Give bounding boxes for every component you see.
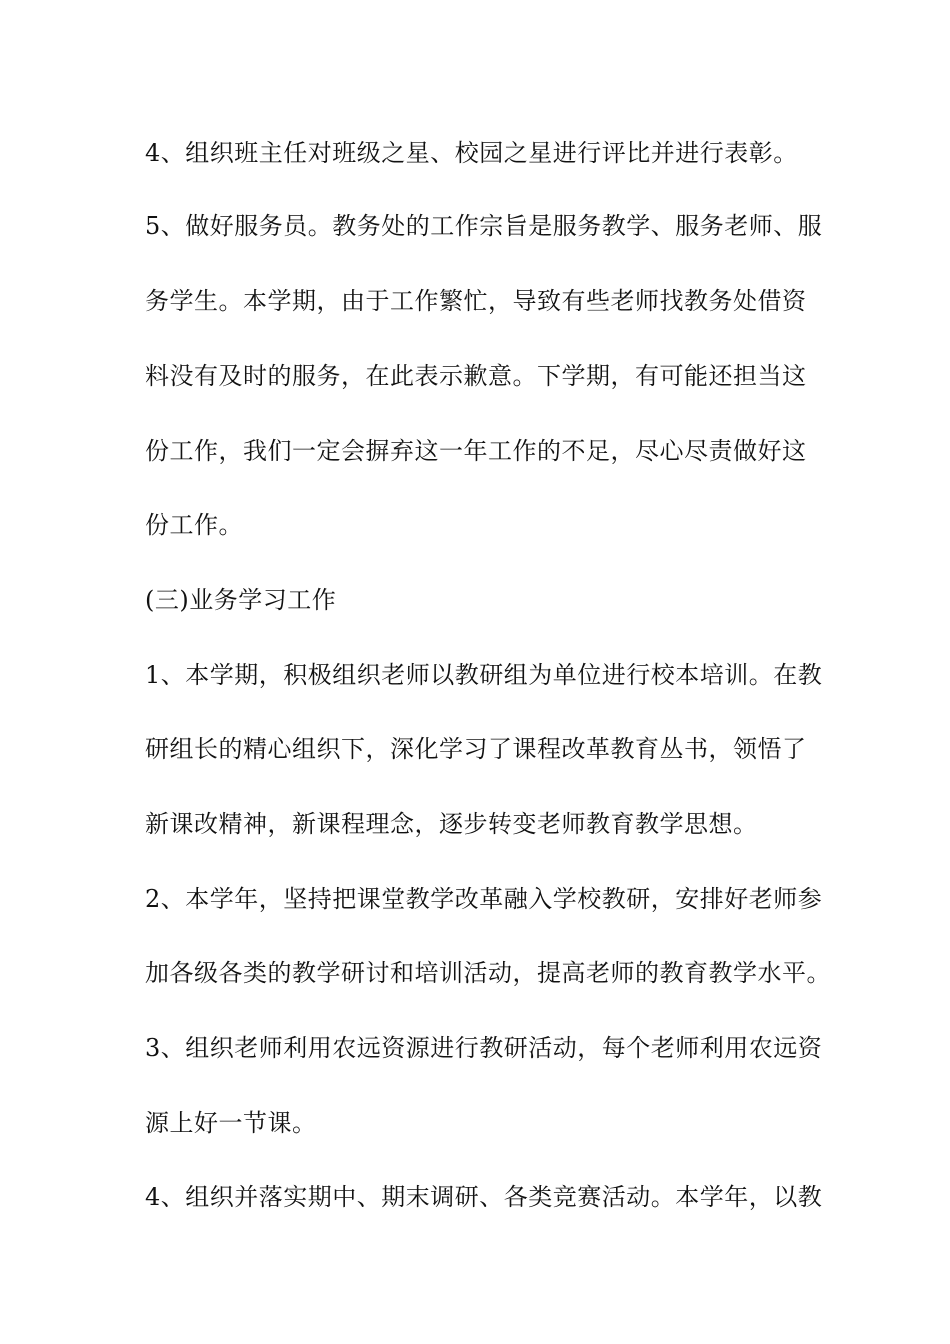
text-line: 1、本学期，积极组织老师以教研组为单位进行校本培训。在教	[145, 661, 823, 689]
text-line: 2、本学年，坚持把课堂教学改革融入学校教研，安排好老师参	[145, 885, 823, 913]
text-line: 份工作，我们一定会摒弃这一年工作的不足，尽心尽责做好这	[145, 437, 807, 465]
text-line: 份工作。	[145, 511, 243, 539]
text-line: 料没有及时的服务，在此表示歉意。下学期，有可能还担当这	[145, 362, 807, 390]
text-line: 新课改精神，新课程理念，逐步转变老师教育教学思想。	[145, 810, 758, 838]
text-line: 务学生。本学期，由于工作繁忙，导致有些老师找教务处借资	[145, 287, 807, 315]
text-line: 4、组织并落实期中、期末调研、各类竞赛活动。本学年，以教	[145, 1183, 823, 1211]
text-line: 3、组织老师利用农远资源进行教研活动，每个老师利用农远资	[145, 1034, 823, 1062]
text-line: 加各级各类的教学研讨和培训活动，提高老师的教育教学水平。	[145, 959, 831, 987]
text-line: 5、做好服务员。教务处的工作宗旨是服务教学、服务老师、服	[145, 212, 823, 240]
text-line: 源上好一节课。	[145, 1109, 317, 1137]
section-heading: (三)业务学习工作	[145, 586, 337, 614]
text-line: 研组长的精心组织下，深化学习了课程改革教育丛书，领悟了	[145, 735, 807, 763]
text-line: 4、组织班主任对班级之星、校园之星进行评比并进行表彰。	[145, 139, 798, 167]
